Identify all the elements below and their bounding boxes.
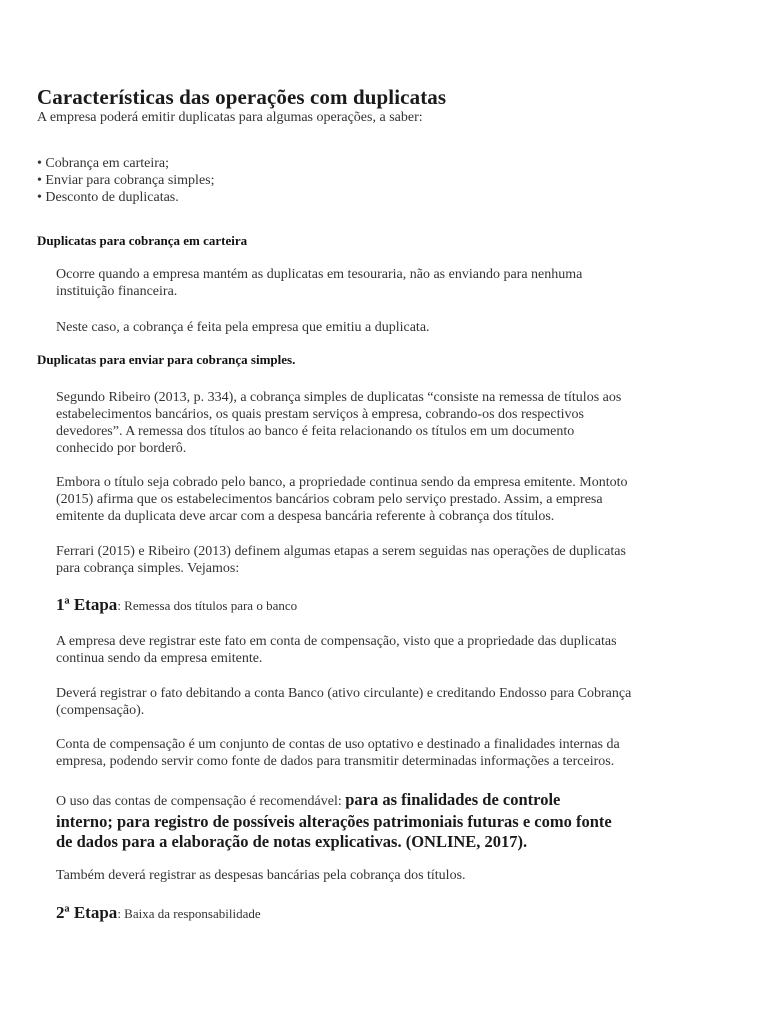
paragraph-despesas-bancarias: Também deverá registrar as despesas bancárias pela cobrança dos títulos. bbox=[56, 868, 466, 883]
text-line: (2015) afirma que os estabelecimentos bancários cobram pelo serviço prestado. Assim, a empresa bbox=[56, 492, 603, 507]
etapa-1-heading bbox=[56, 595, 297, 615]
text-line: Ocorre quando a empresa mantém as duplicatas em tesouraria, não as enviando para nenhuma bbox=[56, 267, 583, 282]
etapa-1-text: : Remessa dos títulos para o banco bbox=[117, 598, 298, 613]
paragraph-conta-compensacao bbox=[56, 736, 620, 770]
text-line: estabelecimentos bancários, os quais prestam serviços à empresa, cobrando-os dos respectivos bbox=[56, 407, 584, 422]
section-heading-carteira: Duplicatas para cobrança em carteira bbox=[37, 233, 248, 248]
operations-list bbox=[37, 155, 215, 206]
paragraph-ribeiro-citation bbox=[56, 389, 621, 457]
etapa-1-label: 1ª Etapa bbox=[56, 595, 118, 614]
quote-lead: O uso das contas de compensação é recomendável: bbox=[56, 794, 346, 809]
paragraph-etapas-intro bbox=[56, 543, 626, 577]
paragraph-montoto bbox=[56, 474, 627, 525]
text-line: (compensação). bbox=[56, 703, 145, 718]
quote-paragraph bbox=[56, 790, 612, 852]
page-title: Características das operações com duplicatas bbox=[37, 85, 447, 109]
etapa-2-label: 2ª Etapa bbox=[56, 903, 118, 922]
text-line: instituição financeira. bbox=[56, 284, 178, 299]
text-line: empresa, podendo servir como fonte de dados para transmitir determinadas informações a terceiros. bbox=[56, 754, 615, 769]
text-line: Deverá registrar o fato debitando a conta Banco (ativo circulante) e creditando Endosso para Cobrança bbox=[56, 686, 632, 701]
text-line: Ferrari (2015) e Ribeiro (2013) definem algumas etapas a serem seguidas nas operações de duplicatas bbox=[56, 544, 626, 559]
list-item: • Enviar para cobrança simples; bbox=[37, 172, 215, 189]
text-line: conhecido por borderô. bbox=[56, 441, 187, 456]
quote-bold: de dados para a elaboração de notas explicativas. (ONLINE, 2017). bbox=[56, 832, 528, 851]
text-line: Segundo Ribeiro (2013, p. 334), a cobrança simples de duplicatas “consiste na remessa de títulos aos bbox=[56, 390, 622, 405]
text-line: Embora o título seja cobrado pelo banco, a propriedade continua sendo da empresa emitente. Montoto bbox=[56, 475, 628, 490]
paragraph-carteira-definition bbox=[56, 266, 582, 300]
text-line: devedores”. A remessa dos títulos ao banco é feita relacionando os títulos em um documento bbox=[56, 424, 575, 439]
text-line: emitente da duplicata deve arcar com a despesa bancária referente à cobrança dos títulos. bbox=[56, 509, 555, 524]
etapa-2-text: : Baixa da responsabilidade bbox=[117, 906, 261, 921]
quote-line bbox=[56, 790, 612, 812]
quote-bold: para as finalidades de controle bbox=[345, 790, 561, 809]
text-line: continua sendo da empresa emitente. bbox=[56, 651, 263, 666]
section-heading-cobranca-simples: Duplicatas para enviar para cobrança simples. bbox=[37, 352, 296, 367]
text-line: para cobrança simples. Vejamos: bbox=[56, 561, 240, 576]
text-line: Conta de compensação é um conjunto de contas de uso optativo e destinado a finalidades internas da bbox=[56, 737, 620, 752]
list-item: • Desconto de duplicatas. bbox=[37, 189, 215, 206]
paragraph-debitando bbox=[56, 685, 631, 719]
paragraph-registrar-fato bbox=[56, 633, 617, 667]
paragraph-carteira-case: Neste caso, a cobrança é feita pela empresa que emitiu a duplicata. bbox=[56, 320, 430, 335]
list-item: • Cobrança em carteira; bbox=[37, 155, 215, 172]
text-line: A empresa deve registrar este fato em conta de compensação, visto que a propriedade das duplicatas bbox=[56, 634, 617, 649]
intro-paragraph: A empresa poderá emitir duplicatas para algumas operações, a saber: bbox=[37, 110, 423, 125]
quote-bold: interno; para registro de possíveis alterações patrimoniais futuras e como fonte bbox=[56, 812, 612, 831]
etapa-2-heading bbox=[56, 903, 261, 923]
